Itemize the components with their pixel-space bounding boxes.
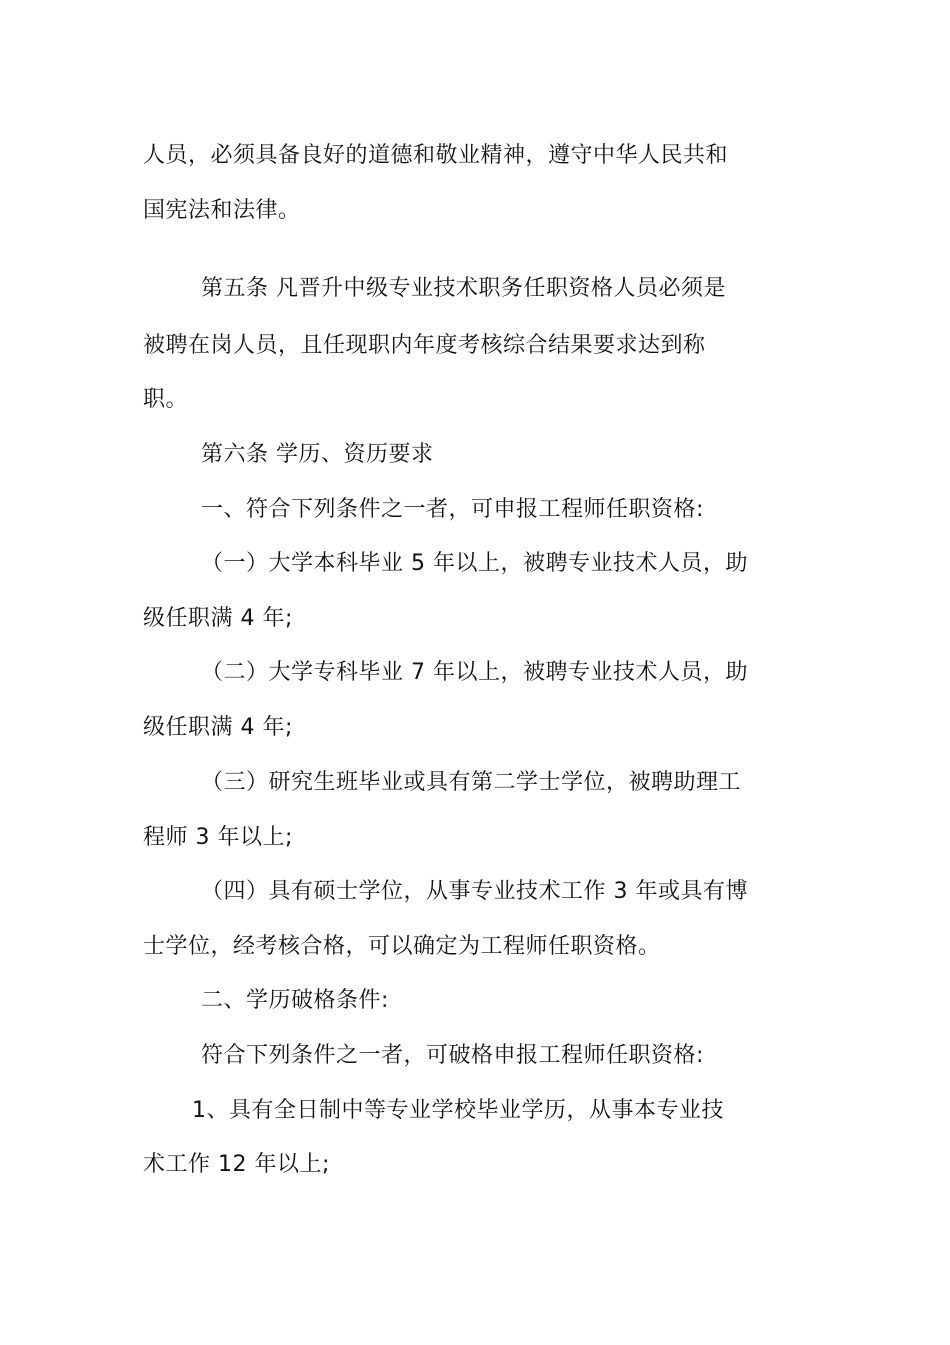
text-line: 符合下列条件之一者，可破格申报工程师任职资格: [201, 1043, 704, 1068]
text-line: （一）大学本科毕业 5 年以上，被聘专业技术人员，助 [201, 551, 748, 576]
text-line: （四）具有硕士学位，从事专业技术工作 3 年或具有博 [201, 879, 748, 904]
text-line: 国宪法和法律。 [143, 198, 301, 223]
text-line: 级任职满 4 年; [143, 715, 293, 740]
text-line: 职。 [143, 387, 189, 412]
text-line: 1、具有全日制中等专业学校毕业学历，从事本专业技 [192, 1098, 724, 1123]
text-line: 级任职满 4 年; [143, 606, 293, 631]
text-line: 一、符合下列条件之一者，可申报工程师任职资格: [201, 497, 704, 522]
text-line: （二）大学专科毕业 7 年以上，被聘专业技术人员，助 [201, 660, 748, 685]
text-line: 程师 3 年以上; [143, 825, 293, 850]
text-line: 二、学历破格条件: [201, 988, 389, 1013]
text-line: 被聘在岗人员，且任现职内年度考核综合结果要求达到称 [143, 333, 706, 358]
text-line: 第五条 凡晋升中级专业技术职务任职资格人员必须是 [201, 276, 726, 301]
text-line: 术工作 12 年以上; [143, 1152, 330, 1177]
text-line: 士学位，经考核合格，可以确定为工程师任职资格。 [143, 934, 661, 959]
text-line: （三）研究生班毕业或具有第二学士学位，被聘助理工 [201, 770, 742, 795]
text-line: 第六条 学历、资历要求 [201, 442, 434, 467]
text-line: 人员，必须具备良好的道德和敬业精神，遵守中华人民共和 [143, 143, 729, 168]
